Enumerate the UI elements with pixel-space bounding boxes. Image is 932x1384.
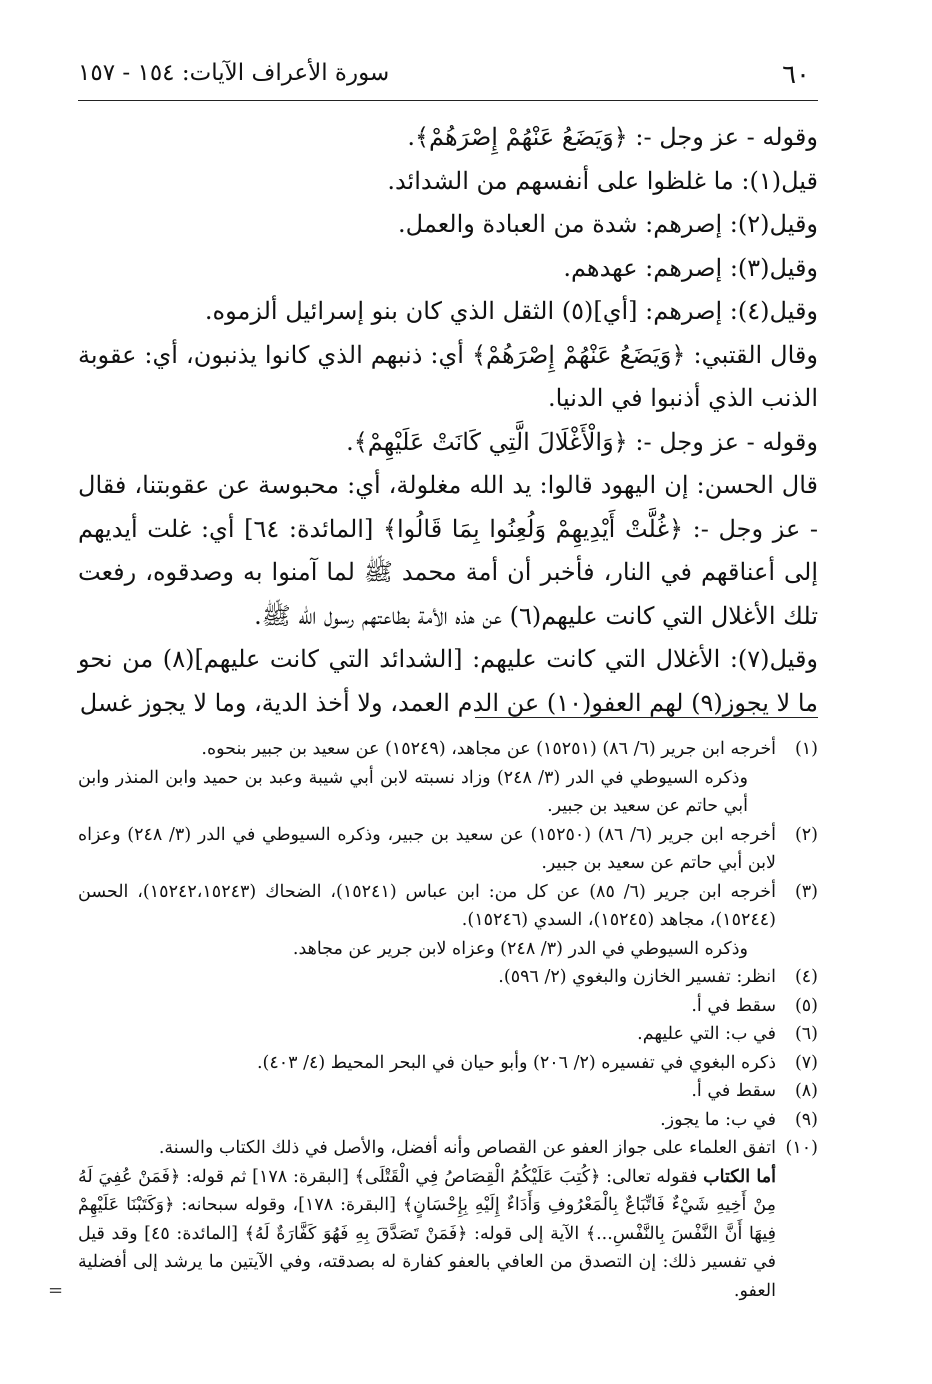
footnote-number: (٥) bbox=[794, 995, 818, 1016]
footnote-text: أخرجه ابن جرير (٦/ ٨٥) عن كل من: ابن عباس (١٥٢٤١)، الضحاك (١٥٢٤٢،١٥٢٤٣)، الحسن (١٥٢٤٤)، مجاهد (١٥٢٤٥)، السدي (١٥٢٤٦). bbox=[78, 881, 776, 930]
footnote-6 bbox=[78, 1020, 818, 1049]
footnote-8 bbox=[78, 1077, 818, 1106]
header-rule bbox=[78, 100, 818, 101]
footnote-number: (٢) bbox=[794, 824, 818, 845]
footnote-3 bbox=[78, 878, 818, 964]
paragraph: وقيل(٢): إصرهم: شدة من العبادة والعمل. bbox=[398, 210, 818, 238]
footnote-10 bbox=[78, 1134, 818, 1305]
paragraph: قال الحسن: إن اليهود قالوا: يد الله مغلولة، أي: محبوسة عن عقوبتنا، فقال - عز وجل -: ﴿غُلَّتْ أَيْدِيهِمْ وَلُعِنُوا بِمَا قَالُوا﴾ [المائدة: ٦٤] أي: غلت أيديهم إلى أعناقهم في النار، فأخبر أن أمة محمد ﷺ لما آمنوا به وصدقوه، رفعت تلك الأغلال التي كانت عليهم(٦) عن هذه الأمة بطاعتهم رسول الله ﷺ. bbox=[78, 471, 818, 630]
footnote-text: في ب: ما يجوز. bbox=[660, 1109, 776, 1130]
footnote-text: وذكره السيوطي في الدر (٣/ ٢٤٨) وزاد نسبته لابن أبي شيبة وعبد بن حميد وابن المنذر وابن أبي حاتم عن سعيد بن جبير. bbox=[78, 767, 749, 816]
page-number: ٦٠ bbox=[782, 60, 810, 90]
footnote-text: ذكره البغوي في تفسيره (٢/ ٢٠٦) وأبو حيان في البحر المحيط (٤/ ٤٠٣). bbox=[256, 1052, 776, 1073]
paragraph: وقيل(٤): إصرهم: [أي](٥) الثقل الذي كان بنو إسرائيل ألزموه. bbox=[204, 297, 818, 325]
footnote-9 bbox=[78, 1106, 818, 1135]
footnote-text: في ب: التي عليهم. bbox=[637, 1024, 776, 1044]
paragraph: وقيل(٧): الأغلال التي كانت عليهم: [الشدائد التي كانت عليهم](٨) من نحو ما لا يجوز(٩) لهم العفو(١٠) عن الدم العمد، ولا أخذ الدية، وما لا يجوز غسل bbox=[78, 645, 818, 717]
footnote-1 bbox=[78, 735, 818, 821]
paragraph: وقيل(٣): إصرهم: عهدهم. bbox=[563, 253, 818, 282]
footnotes bbox=[78, 735, 818, 1305]
footnote-number: (٨) bbox=[794, 1081, 818, 1101]
footnote-number: (٧) bbox=[794, 1052, 818, 1073]
footnote-4 bbox=[78, 963, 818, 992]
footnote-text: اتفق العلماء على جواز العفو عن القصاص وأنه أفضل، والأصل في ذلك الكتاب والسنة. bbox=[158, 1138, 776, 1158]
footnote-text: أخرجه ابن جرير (٦/ ٨٦) (١٥٢٥٠) عن سعيد بن جبير، وذكره السيوطي في الدر (٣/ ٢٤٨) وعزاه لابن أبي حاتم عن سعيد بن جبير. bbox=[78, 824, 776, 873]
footnote-text: أخرجه ابن جرير (٦/ ٨٦) (١٥٢٥١) عن مجاهد، (١٥٢٤٩) عن سعيد بن جبير بنحوه. bbox=[201, 739, 776, 759]
footnote-number: (٣) bbox=[794, 881, 818, 902]
footnote-number: (١) bbox=[794, 739, 818, 759]
footnote-2 bbox=[78, 821, 818, 878]
footnote-text: سقط في أ. bbox=[691, 1081, 776, 1101]
footnote-5 bbox=[78, 992, 818, 1021]
paragraph: وقوله - عز وجل -: ﴿وَالْأَغْلَالَ الَّتِي كَانَتْ عَلَيْهِمْ﴾. bbox=[346, 427, 818, 456]
margin-mark: = bbox=[48, 1280, 64, 1301]
paragraph: قيل(١): ما غلظوا على أنفسهم من الشدائد. bbox=[387, 166, 818, 195]
footnote-number: (٦) bbox=[794, 1024, 818, 1044]
footnote-text: فقوله تعالى: ﴿كُتِبَ عَلَيْكُمُ الْقِصَاصُ فِي الْقَتْلَى﴾ [البقرة: ١٧٨] ثم قوله: ﴿فَمَنْ عُفِيَ لَهُ مِنْ أَخِيهِ شَيْءٌ فَاتِّبَاعٌ بِالْمَعْرُوفِ وَأَدَاءٌ إِلَيْهِ بِإِحْسَانٍ﴾ [البقرة: ١٧٨]، وقوله سبحانه: ﴿وَكَتَبْنَا عَلَيْهِمْ فِيهَا أَنَّ النَّفْسَ بِالنَّفْسِ...﴾ الآية إلى قوله: ﴿فَمَنْ تَصَدَّقَ بِهِ فَهُوَ كَفَّارَةٌ لَهُ﴾ [المائدة: ٤٥] وقد قيل في تفسير ذلك: إن التصدق من العافي بالعفو كفارة له بصدقته، وفي الآيتين ما يرشد إلى أفضلية العفو. bbox=[78, 1166, 776, 1301]
footnote-number: (١٠) bbox=[785, 1138, 818, 1158]
footnote-text: سقط في أ. bbox=[691, 995, 776, 1016]
footnote-7 bbox=[78, 1049, 818, 1078]
paragraph: وقوله - عز وجل -: ﴿وَيَضَعُ عَنْهُمْ إِصْرَهُمْ﴾. bbox=[407, 123, 818, 151]
footnote-bold-lead: أما الكتاب bbox=[703, 1166, 776, 1187]
footnote-separator bbox=[475, 717, 818, 718]
main-text bbox=[78, 116, 818, 725]
footnote-text: انظر: تفسير الخازن والبغوي (٢/ ٥٩٦). bbox=[498, 967, 776, 987]
page-header bbox=[78, 58, 818, 98]
footnote-number: (٩) bbox=[794, 1109, 818, 1130]
paragraph: وقال القتبي: ﴿وَيَضَعُ عَنْهُمْ إِصْرَهُمْ﴾ أي: ذنبهم الذي كانوا يذنبون، أي: عقوبة الذنب الذي أذنبوا في الدنيا. bbox=[78, 340, 818, 412]
running-title: سورة الأعراف الآيات: ١٥٤ - ١٥٧ bbox=[78, 60, 390, 86]
footnote-number: (٤) bbox=[794, 967, 818, 987]
footnote-text: وذكره السيوطي في الدر (٣/ ٢٤٨) وعزاه لابن جرير عن مجاهد. bbox=[292, 938, 748, 959]
